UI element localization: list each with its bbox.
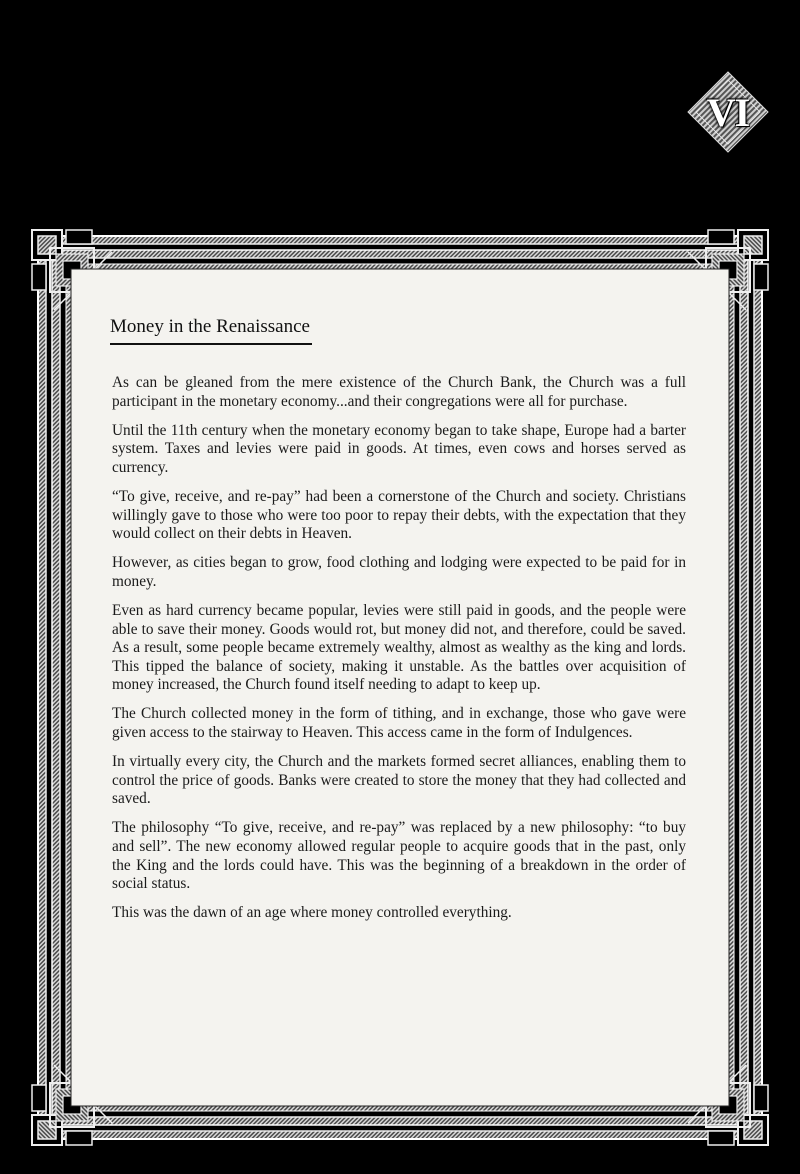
article-body [112, 374, 686, 933]
paragraph: This was the dawn of an age where money controlled everything. [112, 904, 512, 922]
title-underline [110, 343, 312, 345]
paragraph: In virtually every city, the Church and the markets formed secret alliances, enabling them to control the price of goods. Banks were created to store the money that they had collected and saved. [112, 753, 686, 808]
paragraph: The Church collected money in the form of tithing, and in exchange, those who gave were given access to the stairway to Heaven. This access came in the form of Indulgences. [112, 705, 686, 741]
paragraph: The philosophy “To give, receive, and re-pay” was replaced by a new philosophy: “to buy and sell”. The new economy allowed regular people to acquire goods that in the past, only the King and the lords could have. This was the beginning of a breakdown in the order of social status. [112, 819, 686, 893]
paragraph: Until the 11th century when the monetary economy began to take shape, Europe had a barter system. Taxes and levies were paid in goods. At times, even cows and horses served as currency. [112, 421, 686, 476]
paragraph: However, as cities began to grow, food clothing and lodging were expected to be paid for in money. [112, 554, 686, 590]
paragraph: “To give, receive, and re-pay” had been a cornerstone of the Church and society. Christians willingly gave to those who were too poor to repay their debts, with the expectation that they would collect on their debts in Heaven. [112, 487, 686, 543]
paragraph: As can be gleaned from the mere existence of the Church Bank, the Church was a full participant in the monetary economy...and their congregations were all for purchase. [112, 374, 686, 410]
chapter-numeral: VI [706, 89, 750, 135]
article-title: Money in the Renaissance [110, 316, 310, 337]
paragraph: Even as hard currency became popular, levies were still paid in goods, and the people were able to save their money. Goods would rot, but money did not, and therefore, could be saved. As a result, some people became extremely wealthy, almost as wealthy as the king and lords. This tipped the balance of society, making it unstable. As the battles over acquisition of money increased, the Church found itself needing to adapt to keep up. [112, 601, 686, 694]
